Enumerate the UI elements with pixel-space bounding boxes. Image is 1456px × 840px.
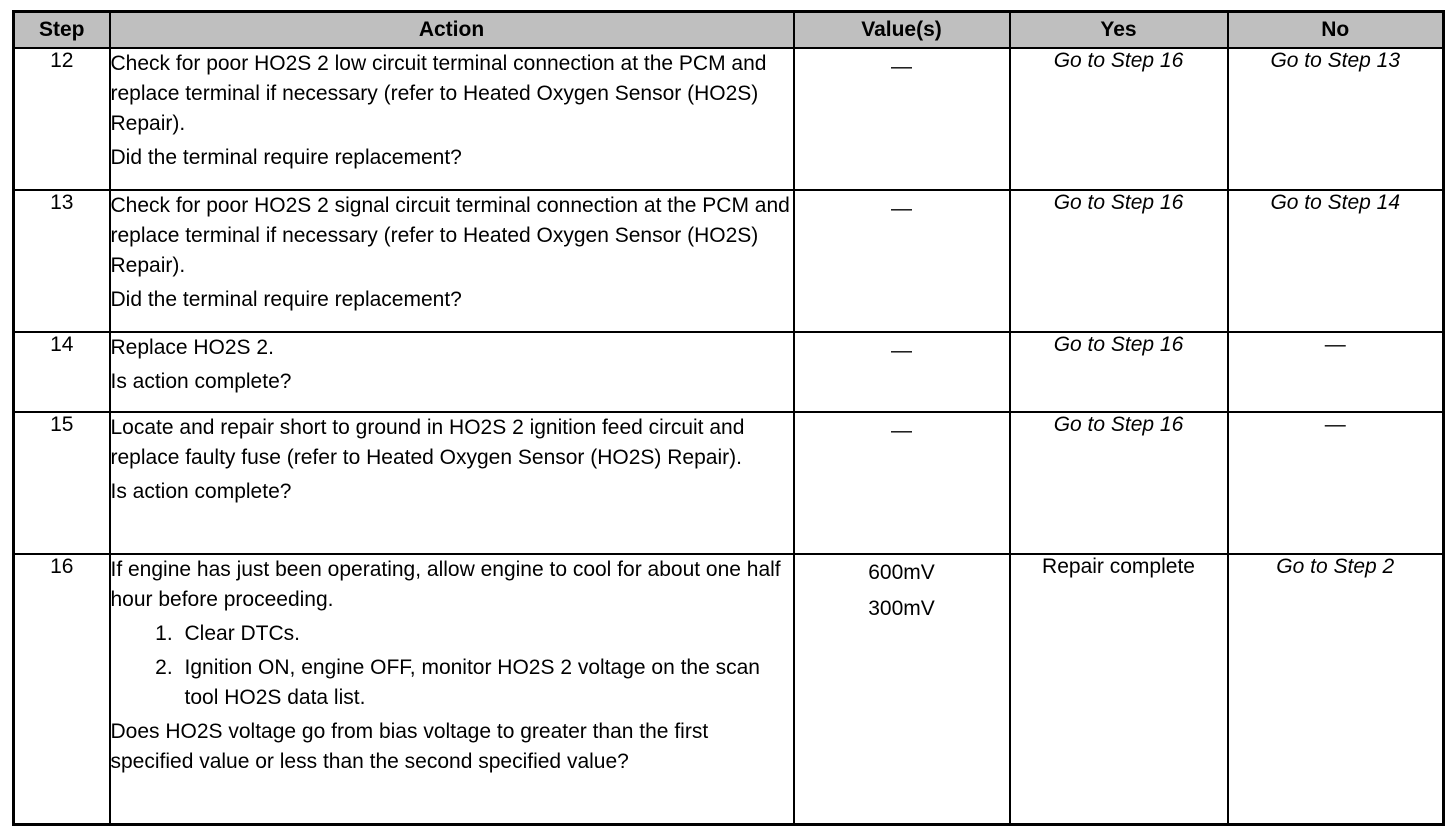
yes-cell: Go to Step 16 [1010, 412, 1228, 554]
no-cell: — [1228, 412, 1444, 554]
diagnostic-table [12, 10, 1445, 826]
value-dash: — [891, 419, 912, 442]
no-cell: Go to Step 13 [1228, 48, 1444, 190]
step-number: 14 [14, 332, 110, 412]
value-cell [794, 412, 1010, 554]
header-values: Value(s) [794, 12, 1010, 49]
action-text: Locate and repair short to ground in HO2S 2 ignition feed circuit and replace faulty fuse (refer to Heated Oxygen Sensor (HO2S) Repair). [110, 416, 745, 469]
action-question: Is action complete? [110, 480, 292, 503]
header-action: Action [110, 12, 794, 49]
step-number: 15 [14, 412, 110, 554]
no-cell: — [1228, 332, 1444, 412]
value-cell [794, 190, 1010, 332]
step-number: 13 [14, 190, 110, 332]
value-dash: — [891, 55, 912, 78]
procedure-step: 2. Ignition ON, engine OFF, monitor HO2S 2 voltage on the scan tool HO2S data list. [179, 653, 793, 713]
yes-cell: Go to Step 16 [1010, 48, 1228, 190]
value-second: 300mV [868, 597, 935, 620]
action-question: Does HO2S voltage go from bias voltage to greater than the first specified value or less than the second specified value? [110, 720, 709, 773]
value-dash: — [891, 197, 912, 220]
action-cell [110, 332, 794, 412]
diagnostic-table-page [12, 10, 1442, 834]
table-row [14, 554, 1444, 824]
header-step: Step [14, 12, 110, 49]
table-row [14, 48, 1444, 190]
action-cell [110, 412, 794, 554]
action-text: Check for poor HO2S 2 low circuit terminal connection at the PCM and replace terminal if necessary (refer to Heated Oxygen Sensor (HO2S) Repair). [110, 52, 767, 135]
value-cell [794, 48, 1010, 190]
step-number: 12 [14, 48, 110, 190]
yes-cell: Go to Step 16 [1010, 332, 1228, 412]
value-cell [794, 554, 1010, 824]
no-cell: Go to Step 14 [1228, 190, 1444, 332]
action-question: Did the terminal require replacement? [110, 288, 462, 311]
action-cell [110, 554, 794, 824]
action-question: Did the terminal require replacement? [110, 146, 462, 169]
step-number: 16 [14, 554, 110, 824]
table-row [14, 332, 1444, 412]
yes-cell: Repair complete [1010, 554, 1228, 824]
procedure-step: 1. Clear DTCs. [179, 619, 793, 649]
header-no: No [1228, 12, 1444, 49]
table-row [14, 412, 1444, 554]
action-cell [110, 190, 794, 332]
value-dash: — [891, 339, 912, 362]
header-row [14, 12, 1444, 49]
action-question: Is action complete? [110, 370, 292, 393]
table-row [14, 190, 1444, 332]
yes-cell: Go to Step 16 [1010, 190, 1228, 332]
action-text: Check for poor HO2S 2 signal circuit terminal connection at the PCM and replace terminal if necessary (refer to Heated Oxygen Sensor (HO2S) Repair). [110, 194, 790, 277]
header-yes: Yes [1010, 12, 1228, 49]
action-cell [110, 48, 794, 190]
value-cell [794, 332, 1010, 412]
no-cell: Go to Step 2 [1228, 554, 1444, 824]
value-first: 600mV [868, 561, 935, 584]
action-text: If engine has just been operating, allow engine to cool for about one half hour before proceeding. [110, 558, 781, 611]
procedure-list [111, 619, 793, 713]
action-text: Replace HO2S 2. [110, 336, 274, 359]
